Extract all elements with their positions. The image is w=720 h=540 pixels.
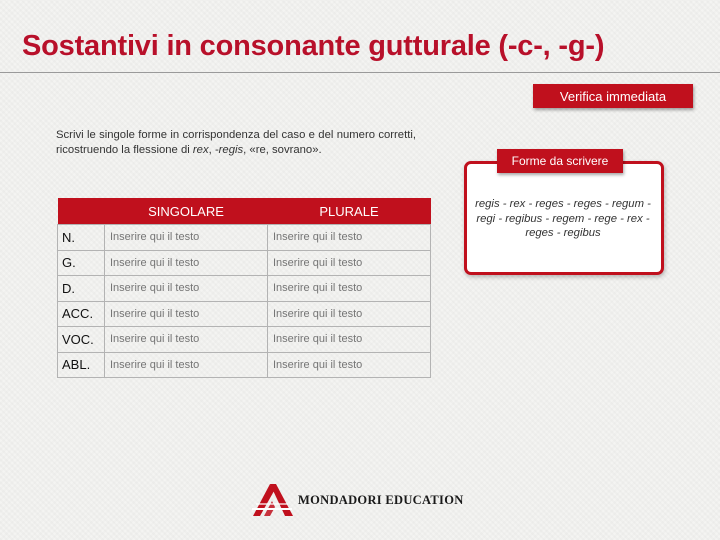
instructions-text: Scrivi le singole forme in corrispondenza del caso e del numero corretti, ricostruendo la flessione di rex, -regis, «re, sovrano». (56, 129, 416, 156)
header-singular: SINGOLARE (105, 198, 268, 225)
singular-input-nominative[interactable] (110, 231, 260, 243)
verify-button[interactable]: Verifica immediata (533, 84, 693, 108)
case-label: G. (58, 250, 105, 276)
declension-table (57, 198, 431, 378)
forms-list: regis - rex - reges - reges - regum - regi - regibus - regem - rege - rex - reges - regibus (475, 198, 651, 239)
table-row (58, 276, 431, 302)
table-header-row (58, 198, 431, 225)
plural-input-vocative[interactable] (273, 333, 423, 345)
table-row (58, 250, 431, 276)
singular-input-ablative[interactable] (110, 359, 260, 371)
case-label: N. (58, 225, 105, 251)
singular-input-vocative[interactable] (110, 333, 260, 345)
title-divider (0, 72, 720, 73)
case-label: D. (58, 276, 105, 302)
word-rex: rex (192, 144, 209, 156)
header-case (58, 198, 105, 225)
plural-input-accusative[interactable] (273, 308, 423, 320)
publisher-logo-text: MONDADORI EDUCATION (298, 492, 464, 507)
singular-input-dative[interactable] (110, 282, 260, 294)
mondadori-logo-icon (250, 482, 294, 518)
slide-title: Sostantivi in consonante gutturale (-c-, -g-) (22, 30, 605, 62)
table-row (58, 327, 431, 353)
table-row (58, 225, 431, 251)
table-row (58, 301, 431, 327)
plural-input-ablative[interactable] (273, 359, 423, 371)
word-regis: -regis (214, 144, 244, 156)
case-label: VOC. (58, 327, 105, 353)
singular-input-accusative[interactable] (110, 308, 260, 320)
table-row (58, 352, 431, 378)
case-label: ABL. (58, 352, 105, 378)
singular-input-genitive[interactable] (110, 257, 260, 269)
header-plural: PLURALE (268, 198, 431, 225)
case-label: ACC. (58, 301, 105, 327)
publisher-logo (250, 482, 464, 518)
plural-input-genitive[interactable] (273, 257, 423, 269)
plural-input-dative[interactable] (273, 282, 423, 294)
forms-label: Forme da scrivere (497, 149, 623, 173)
plural-input-nominative[interactable] (273, 231, 423, 243)
